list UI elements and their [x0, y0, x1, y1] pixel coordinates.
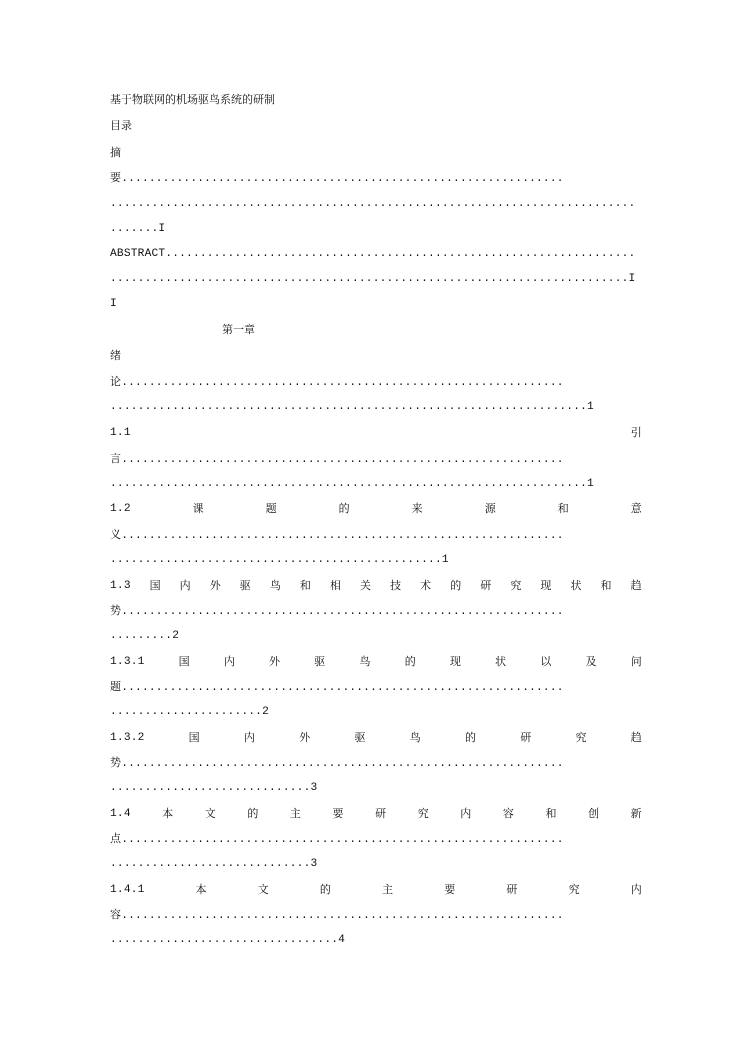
- toc-title-char: 国: [178, 655, 190, 668]
- toc-title-char: 的: [338, 502, 350, 515]
- toc-entry-1-3-2[interactable]: 势................................................................: [110, 756, 564, 770]
- leader-dots-line: ............................................................................: [110, 198, 636, 210]
- toc-entry-1-4[interactable]: 点................................................................: [110, 832, 564, 846]
- toc-title-char: 究: [568, 883, 580, 896]
- toc-section-number: 1.1: [110, 427, 131, 439]
- toc-ch1-char2: 论: [110, 375, 122, 388]
- toc-title-char: 的: [464, 731, 477, 744]
- toc-title-char: 趋: [630, 731, 642, 744]
- toc-title-char: 驱: [314, 655, 326, 668]
- toc-page-number: 2: [262, 706, 270, 718]
- toc-title-char: 内: [223, 655, 236, 668]
- toc-page-number: 1: [587, 478, 594, 490]
- toc-title-char: 创: [588, 807, 600, 820]
- toc-section-number: 1.4: [110, 808, 131, 820]
- toc-title-char: 本: [162, 807, 174, 820]
- toc-title-char: 课: [192, 502, 204, 515]
- toc-title-char: 本: [195, 883, 207, 896]
- toc-title-char: 究: [575, 731, 587, 744]
- toc-title-char: 和: [557, 502, 569, 515]
- toc-title-char: 外: [209, 579, 221, 592]
- toc-1-4-page-line: .............................3: [110, 858, 318, 870]
- toc-entry-abstract-cn[interactable]: [110, 168, 642, 188]
- toc-1-3-page-line: .........2: [110, 630, 180, 642]
- chapter-heading: 第一章: [222, 323, 255, 336]
- toc-title-char: 容: [502, 807, 515, 820]
- toc-heading: 目录: [110, 119, 132, 132]
- toc-entry-1-3[interactable]: 势................................................................: [110, 604, 564, 618]
- toc-1-3-1-page-line: ......................2: [110, 706, 270, 718]
- toc-title-char: 文: [257, 883, 269, 896]
- toc-page-number: 3: [310, 858, 318, 870]
- toc-title-char: 术: [420, 579, 432, 592]
- document-title: 基于物联网的机场驱鸟系统的研制: [110, 93, 275, 106]
- toc-page-number: 1: [441, 554, 449, 566]
- toc-title-char: 要: [332, 807, 344, 820]
- toc-title-char: 现: [449, 655, 462, 668]
- toc-title-char: 研: [480, 579, 492, 592]
- toc-section-number: 1.2: [110, 503, 131, 515]
- toc-title-char: 和: [600, 579, 612, 592]
- toc-entry-1-2[interactable]: 义................................................................: [110, 528, 564, 542]
- toc-title-char: 要: [444, 883, 456, 896]
- toc-1-1-page-line: .....................................................................1: [110, 478, 594, 490]
- toc-title-char: 势: [110, 756, 122, 769]
- toc-title-char: 关: [360, 579, 372, 592]
- toc-title-char: 相: [329, 579, 342, 592]
- toc-ch1-page-line: .....................................................................1: [110, 401, 594, 413]
- toc-abstract-cn-page-line: .......I: [110, 223, 166, 235]
- toc-title-char: 研: [506, 883, 518, 896]
- toc-title-char: 势: [110, 604, 122, 617]
- toc-title-char: 研: [375, 807, 387, 820]
- toc-title-char: 问: [630, 655, 642, 668]
- toc-title-char: 外: [269, 655, 281, 668]
- toc-title-char: 驱: [239, 579, 251, 592]
- toc-title-char: 内: [243, 731, 256, 744]
- toc-page-number: 1: [587, 401, 594, 413]
- toc-title-char: 的: [450, 579, 462, 592]
- toc-title-char: 外: [299, 731, 311, 744]
- leader-dots: ................................................................: [121, 173, 564, 185]
- toc-title-char: 言: [110, 452, 122, 465]
- toc-entry-1-2-head[interactable]: [110, 499, 642, 519]
- toc-entry-1-3-head[interactable]: [110, 576, 642, 596]
- toc-title-char: 国: [188, 731, 200, 744]
- toc-title-char: 驱: [354, 731, 366, 744]
- toc-title-char: 究: [510, 579, 522, 592]
- toc-title-char: 内: [179, 579, 191, 592]
- toc-title-char: 及: [585, 655, 597, 668]
- toc-title-char: 主: [289, 807, 302, 820]
- toc-title-char: 鸟: [269, 579, 282, 592]
- toc-title-char: 究: [417, 807, 429, 820]
- toc-title-char: 的: [319, 883, 332, 896]
- toc-abstract-cn-char2: 要: [110, 171, 122, 184]
- toc-entry-abstract-en[interactable]: ABSTRACT....................................................................: [110, 248, 636, 260]
- toc-entry-1-4-1[interactable]: 容................................................................: [110, 908, 564, 922]
- toc-title-char: 现: [540, 579, 552, 592]
- toc-section-number: 1.4.1: [110, 884, 145, 896]
- toc-section-number: 1.3.2: [110, 732, 145, 744]
- toc-title-char: 内: [630, 883, 642, 896]
- toc-title-char: 新: [630, 807, 642, 820]
- toc-entry-1-4-head[interactable]: [110, 804, 642, 824]
- toc-abstract-en-page-line: ...........................................................................I: [110, 273, 636, 285]
- toc-title-char: 引: [630, 426, 642, 439]
- toc-title-char: 容: [110, 908, 122, 921]
- toc-title-char: 国: [149, 579, 161, 592]
- toc-title-char: 状: [570, 579, 582, 592]
- toc-title-char: 内: [460, 807, 472, 820]
- toc-section-number: 1.3: [110, 580, 131, 592]
- toc-1-2-page-line: ................................................1: [110, 554, 449, 566]
- toc-entry-1-1-head[interactable]: [110, 423, 642, 443]
- toc-entry-1-3-2-head[interactable]: [110, 728, 642, 748]
- toc-title-char: 题: [265, 502, 277, 515]
- toc-1-3-2-page-line: .............................3: [110, 782, 318, 794]
- toc-title-char: 主: [382, 883, 394, 896]
- toc-1-4-1-page-line: .................................4: [110, 934, 346, 946]
- toc-title-char: 技: [390, 579, 402, 592]
- toc-page-number: 4: [338, 934, 346, 946]
- toc-title-char: 点: [110, 832, 122, 845]
- toc-entry-ch1[interactable]: 论................................................................: [110, 375, 564, 389]
- toc-abstract-cn-char1: 摘: [110, 146, 121, 159]
- toc-title-char: 题: [110, 680, 122, 693]
- toc-title-char: 鸟: [409, 731, 421, 744]
- toc-abstract-en-page-b: I: [110, 298, 117, 310]
- toc-title-char: 的: [404, 655, 416, 668]
- toc-page-number: 2: [172, 630, 180, 642]
- toc-title-char: 文: [204, 807, 216, 820]
- toc-page-number: I: [628, 273, 636, 285]
- toc-title-char: 鸟: [359, 655, 371, 668]
- toc-title-char: 义: [110, 528, 122, 541]
- toc-abstract-en-label: ABSTRACT: [110, 248, 166, 260]
- toc-title-char: 研: [520, 731, 532, 744]
- toc-title-char: 状: [495, 655, 507, 668]
- toc-title-char: 来: [411, 502, 423, 515]
- toc-section-number: 1.3.1: [110, 656, 145, 668]
- toc-ch1-char1: 绪: [110, 349, 121, 362]
- toc-entry-1-3-1-head[interactable]: [110, 652, 642, 672]
- toc-title-char: 以: [540, 655, 552, 668]
- toc-title-char: 意: [630, 502, 642, 515]
- toc-entry-1-3-1[interactable]: 题................................................................: [110, 680, 564, 694]
- toc-title-char: 和: [299, 579, 312, 592]
- toc-title-char: 趋: [630, 579, 642, 592]
- toc-page-number: 3: [310, 782, 318, 794]
- toc-entry-1-1[interactable]: 言................................................................: [110, 452, 564, 466]
- toc-title-char: 源: [484, 502, 496, 515]
- toc-entry-1-4-1-head[interactable]: [110, 880, 642, 900]
- toc-title-char: 的: [247, 807, 259, 820]
- toc-page-number: I: [158, 223, 166, 235]
- toc-title-char: 和: [545, 807, 557, 820]
